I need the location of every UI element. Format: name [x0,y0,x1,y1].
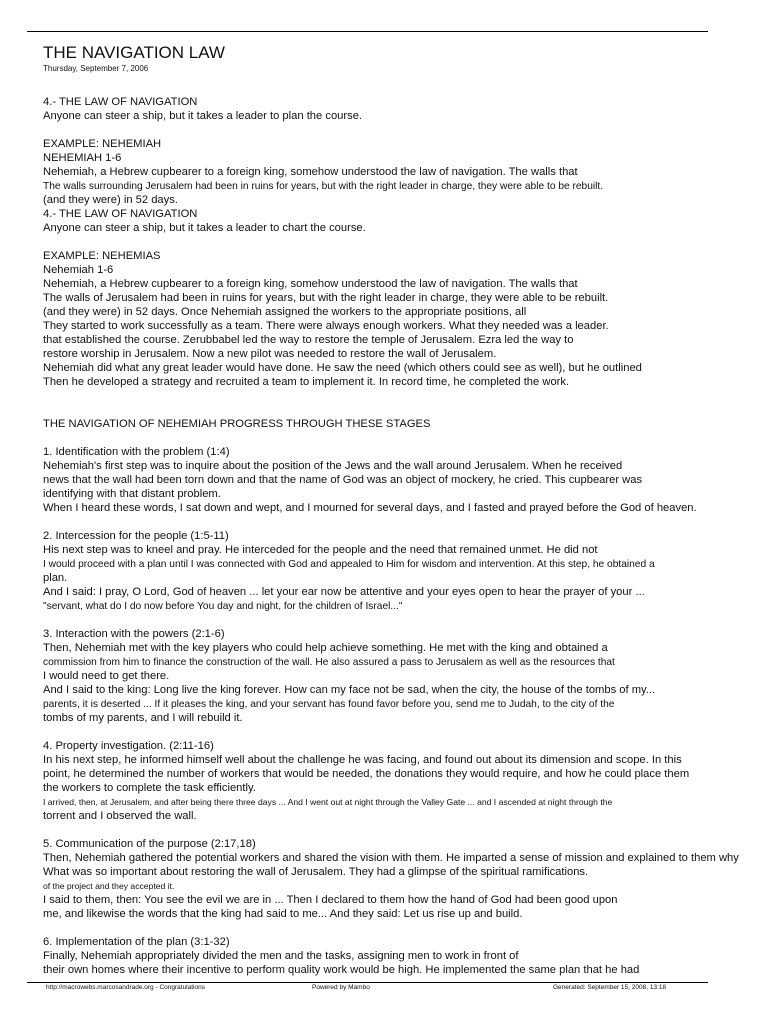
text-line: plan. [43,572,68,584]
text-line: Nehemiah's first step was to inquire about the position of the Jews and the wall around Jerusalem. When he received [43,460,623,472]
article-date: Thursday, September 7, 2006 [43,64,149,73]
quote-line: torrent and I observed the wall. [43,810,197,822]
text-line: I would proceed with a plan until I was connected with God and appealed to Him for wisdom and intervention. At this step, he obtained a [43,559,655,570]
quote-line: When I heard these words, I sat down and wept, and I mourned for several days, and I fasted and prayed before the God of heaven. [43,502,697,514]
article-title: THE NAVIGATION LAW [43,43,225,62]
text-line: of the project and they accepted it. [43,881,175,891]
text-line: In his next step, he informed himself well about the challenge he was facing, and found out about its dimension and scope. In this [43,754,682,766]
quote-line: me, and likewise the words that the king had said to me... And they said: Let us rise up and build. [43,908,523,920]
text-line: Nehemiah did what any great leader would have done. He saw the need (which others could see as well), but he outlined [43,362,642,374]
footer-site-link[interactable]: http://macrowebs.marcosandrade.org - Congratulations [46,984,205,991]
text-line: their own homes where their incentive to perform quality work would be high. He implemented the same plan that he had [43,964,640,976]
text-line: Then, Nehemiah gathered the potential workers and shared the vision with them. He imparted a sense of mission and explained to them why [43,852,739,864]
text-line: Then he developed a strategy and recruited a team to implement it. In record time, he completed the work. [43,376,570,388]
text-line: Anyone can steer a ship, but it takes a leader to plan the course. [43,110,363,122]
text-line: point, he determined the number of workers that would be needed, the donations they would require, and how he could place them [43,768,690,780]
quote-line: I arrived, then, at Jerusalem, and after being there three days ... And I went out at night through the Valley Gate ... and I ascended at night through the [43,797,613,807]
text-line: They started to work successfully as a team. There were always enough workers. What they needed was a leader. [43,320,609,332]
stage-heading: 2. Intercession for the people (1:5-11) [43,530,229,542]
text-line: EXAMPLE: NEHEMIAH [43,138,162,150]
text-line: Anyone can steer a ship, but it takes a leader to chart the course. [43,222,366,234]
quote-line: parents, it is deserted ... If it pleases the king, and your servant has found favor before you, send me to Judah, to the city of the [43,699,615,710]
text-line: The walls of Jerusalem had been in ruins for years, but with the right leader in charge, they were able to be rebuilt. [43,292,609,304]
text-line: that established the course. Zerubbabel led the way to restore the temple of Jerusalem. Ezra led the way to [43,334,574,346]
quote-line: "servant, what do I do now before You day and night, for the children of Israel..." [43,601,403,612]
text-line: His next step was to kneel and pray. He interceded for the people and the need that remained unmet. He did not [43,544,598,556]
text-line: 4.- THE LAW OF NAVIGATION [43,96,198,108]
text-line: Nehemiah, a Hebrew cupbearer to a foreign king, somehow understood the law of navigation. The walls that [43,166,578,178]
text-line: EXAMPLE: NEHEMIAS [43,250,161,262]
quote-line: tombs of my parents, and I will rebuild it. [43,712,243,724]
text-line: I would need to get there. [43,670,170,682]
text-line: NEHEMIAH 1-6 [43,152,122,164]
text-line: restore worship in Jerusalem. Now a new pilot was needed to restore the wall of Jerusalem. [43,348,497,360]
section-heading: THE NAVIGATION OF NEHEMIAH PROGRESS THROUGH THESE STAGES [43,418,431,430]
text-line: (and they were) in 52 days. Once Nehemiah assigned the workers to the appropriate positions, all [43,306,527,318]
quote-line: And I said: I pray, O Lord, God of heaven ... let your ear now be attentive and your eyes open to hear the prayer of your ... [43,586,645,598]
text-line: Nehemiah, a Hebrew cupbearer to a foreign king, somehow understood the law of navigation. The walls that [43,278,578,290]
quote-line: I said to them, then: You see the evil we are in ... Then I declared to them how the hand of God had been good upon [43,894,618,906]
text-line: (and they were) in 52 days. [43,194,178,206]
text-line: the workers to complete the task efficiently. [43,782,256,794]
text-line: news that the wall had been torn down and that the name of God was an object of mockery, he cried. This cupbearer was [43,474,643,486]
text-line: Then, Nehemiah met with the key players who could help achieve something. He met with the king and obtained a [43,642,608,654]
text-line: commission from him to finance the construction of the wall. He also assured a pass to Jerusalem as well as the resources that [43,657,615,668]
text-line: What was so important about restoring the wall of Jerusalem. They had a glimpse of the spiritual ramifications. [43,866,589,878]
text-line: The walls surrounding Jerusalem had been in ruins for years, but with the right leader in charge, they were able to be rebuilt. [43,181,604,192]
footer-rule [27,982,708,983]
stage-heading: 1. Identification with the problem (1:4) [43,446,230,458]
quote-line: And I said to the king: Long live the king forever. How can my face not be sad, when the city, the house of the tombs of my... [43,684,656,696]
text-line: Finally, Nehemiah appropriately divided the men and the tasks, assigning men to work in front of [43,950,519,962]
stage-heading: 3. Interaction with the powers (2:1-6) [43,628,225,640]
text-line: identifying with that distant problem. [43,488,221,500]
footer-powered-by: Powered by Mambo [312,984,370,991]
article-body [43,0,768,980]
stage-heading: 6. Implementation of the plan (3:1-32) [43,936,230,948]
stage-heading: 5. Communication of the purpose (2:17,18) [43,838,256,850]
text-line: Nehemiah 1-6 [43,264,114,276]
footer-generated-date: Generated: September 15, 2008, 13:18 [553,984,667,991]
stage-heading: 4. Property investigation. (2:11-16) [43,740,214,752]
text-line: 4.- THE LAW OF NAVIGATION [43,208,198,220]
